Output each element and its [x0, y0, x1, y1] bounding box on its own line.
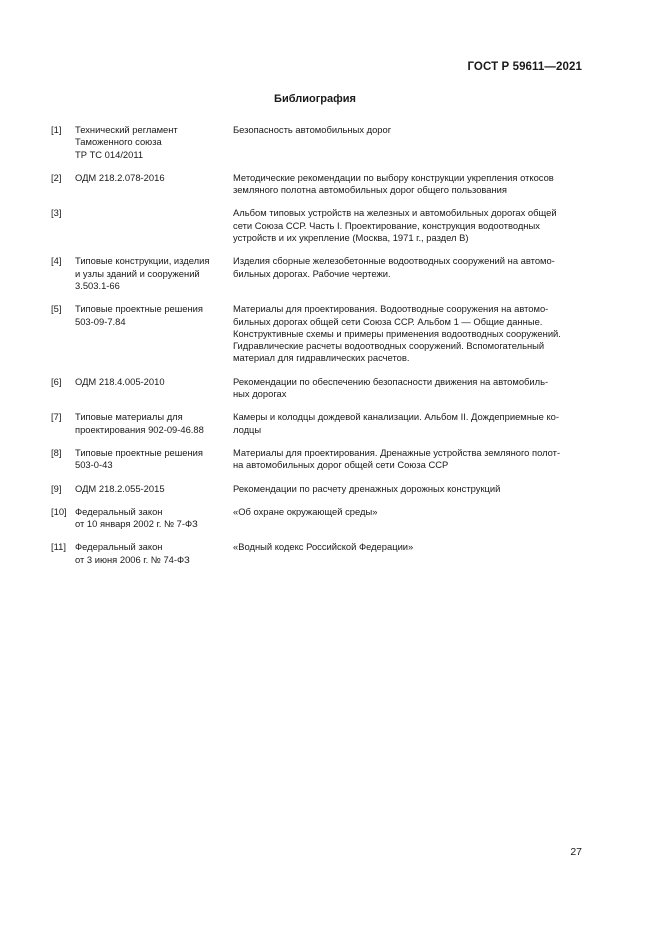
entry-source: Типовые проектные решения 503-09-7.84 — [75, 303, 203, 327]
entry-number: [7] — [51, 411, 62, 423]
entry-source: Федеральный закон от 10 января 2002 г. № 7-ФЗ — [75, 505, 198, 530]
entry-description: Камеры и колодцы дождевой канализации. Альбом II. Дождеприемные ко- лодцы — [233, 411, 560, 435]
entry-number: [1] — [51, 124, 62, 135]
entry-description: Методические рекомендации по выбору конструкции укрепления откосов земляного полотна автомобильных дорог общего пользования — [233, 171, 554, 196]
bibliography-list — [51, 124, 579, 577]
entry-source: Типовые конструкции, изделия и узлы зданий и сооружений 3.503.1-66 — [75, 255, 210, 291]
bibliography-entry — [51, 483, 579, 495]
bibliography-entry — [51, 447, 579, 472]
entry-description: Безопасность автомобильных дорог — [233, 124, 392, 135]
entry-number: [5] — [51, 303, 62, 315]
entry-source: Типовые материалы для проектирования 902-09-46.88 — [75, 411, 204, 435]
entry-description: Альбом типовых устройств на железных и автомобильных дорогах общей сети Союза ССР. Часть I. Проектирование, конструкция водоотводных устройств и их укрепление (Москва, 1971 г., раздел В) — [233, 207, 557, 244]
entry-number: [8] — [51, 446, 62, 458]
entry-number: [11] — [51, 541, 66, 553]
entry-number: [10] — [51, 505, 67, 517]
page-number: 27 — [570, 846, 582, 858]
entry-description: Изделия сборные железобетонные водоотводных сооружений на автомо- бильных дорогах. Рабочие чертежи. — [233, 255, 555, 279]
entry-source: ОДМ 218.4.005-2010 — [75, 375, 165, 387]
bibliography-entry — [51, 411, 579, 436]
entry-number: [2] — [51, 171, 62, 183]
entry-description: «Об охране окружающей среды» — [233, 505, 378, 517]
entry-source: Технический регламент Таможенного союза ТР ТС 014/2011 — [75, 124, 178, 160]
entry-number: [9] — [51, 482, 62, 494]
entry-description: Рекомендации по обеспечению безопасности движения на автомобиль- ных дорогах — [233, 375, 549, 400]
entry-description: «Водный кодекс Российской Федерации» — [233, 541, 414, 553]
bibliography-entry — [51, 541, 579, 566]
entry-description: Материалы для проектирования. Водоотводные сооружения на автомо- бильных дорогах общей сети Союза ССР. Альбом 1 — Общие данные. Конструктивные схемы и примеры применения водоотводных сооружений. Гидравлические расчеты водоотводных сооружений. Вспомогательный материал для гидравлических расчетов. — [233, 303, 561, 364]
entry-source: ОДМ 218.2.055-2015 — [75, 482, 165, 494]
bibliography-entry — [51, 124, 579, 161]
bibliography-entry — [51, 255, 579, 292]
bibliography-entry — [51, 172, 579, 197]
bibliography-entry — [51, 506, 579, 531]
page-title: Библиография — [274, 93, 356, 105]
entry-source: Типовые проектные решения 503-0-43 — [75, 446, 203, 471]
bibliography-entry — [51, 207, 579, 244]
standard-code: ГОСТ Р 59611—2021 — [467, 61, 582, 73]
entry-number: [3] — [51, 207, 62, 219]
entry-number: [4] — [51, 255, 62, 267]
entry-description: Рекомендации по расчету дренажных дорожных конструкций — [233, 482, 501, 494]
bibliography-entry — [51, 376, 579, 401]
entry-source: ОДМ 218.2.078-2016 — [75, 171, 165, 183]
bibliography-entry — [51, 303, 579, 364]
entry-number: [6] — [51, 375, 62, 387]
entry-description: Материалы для проектирования. Дренажные устройства земляного полот- на автомобильных дорог общей сети Союза ССР — [233, 446, 561, 471]
entry-source: Федеральный закон от 3 июня 2006 г. № 74-ФЗ — [75, 541, 190, 565]
